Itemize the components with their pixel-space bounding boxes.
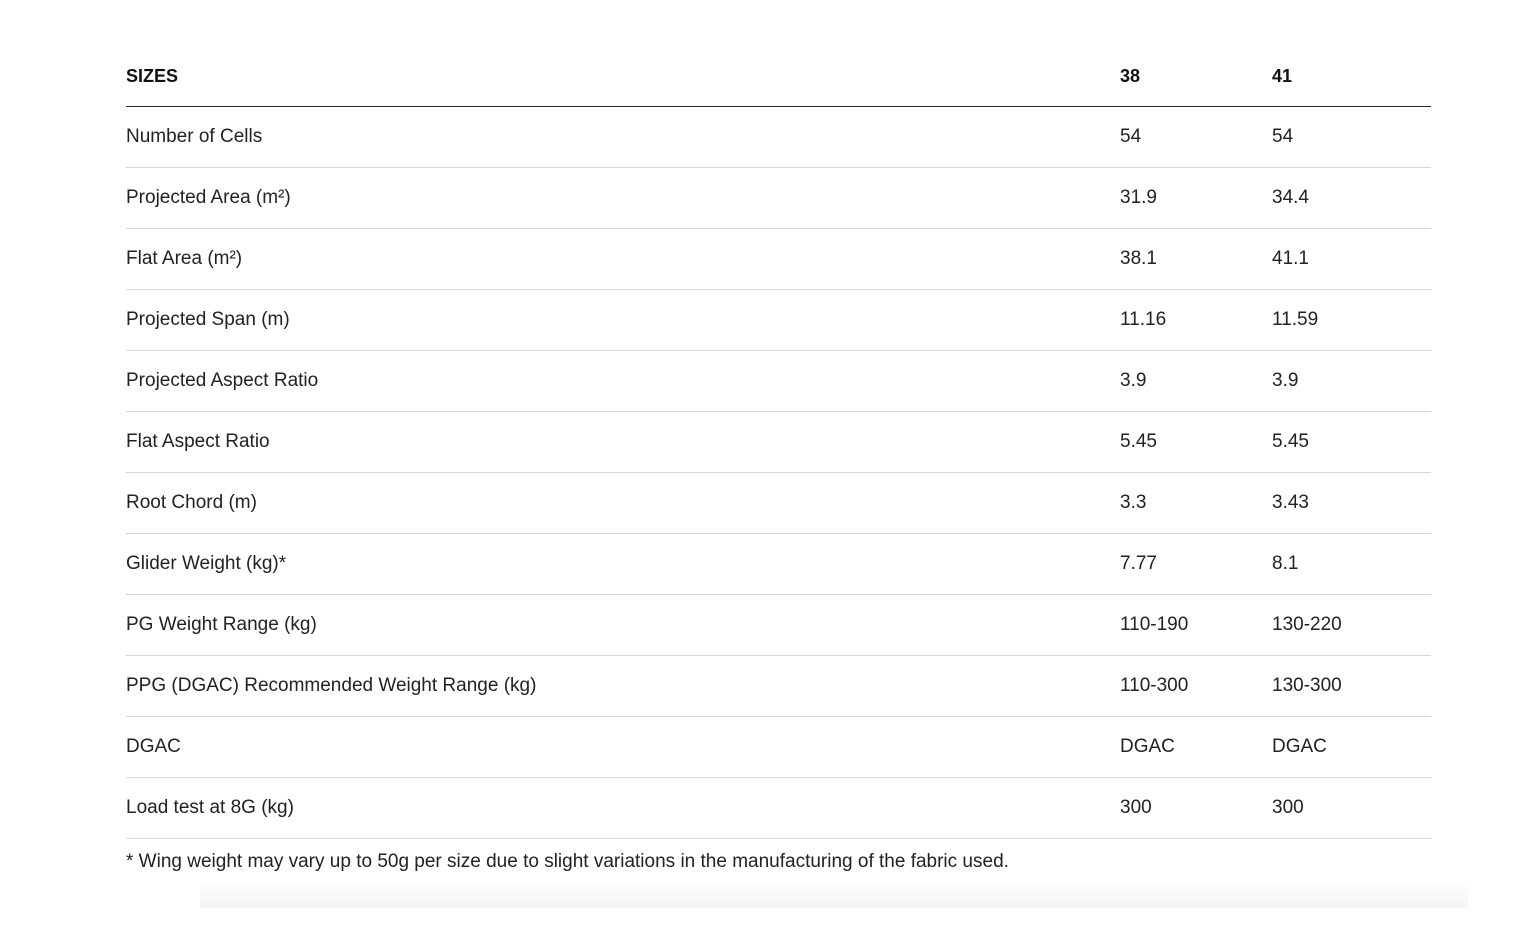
table-row — [126, 168, 1431, 229]
table-row — [126, 534, 1431, 595]
row-label: Root Chord (m) — [126, 473, 1120, 534]
table-row — [126, 473, 1431, 534]
size-41-value: 5.45 — [1272, 412, 1431, 473]
size-38-value: 7.77 — [1120, 534, 1272, 595]
size-41-value: 3.43 — [1272, 473, 1431, 534]
size-38-value: 3.3 — [1120, 473, 1272, 534]
size-38-value: 31.9 — [1120, 168, 1272, 229]
sizes-header: SIZES — [126, 47, 1120, 107]
header-row — [126, 47, 1431, 107]
row-label: Load test at 8G (kg) — [126, 778, 1120, 839]
table-row — [126, 717, 1431, 778]
table-row — [126, 412, 1431, 473]
size-38-value: 300 — [1120, 778, 1272, 839]
row-label: Projected Area (m²) — [126, 168, 1120, 229]
table-row — [126, 656, 1431, 717]
size-41-value: DGAC — [1272, 717, 1431, 778]
table-row — [126, 351, 1431, 412]
size-41-value: 300 — [1272, 778, 1431, 839]
size-38-value: 38.1 — [1120, 229, 1272, 290]
size-41-value: 130-220 — [1272, 595, 1431, 656]
size-38-value: 110-190 — [1120, 595, 1272, 656]
table-body — [126, 107, 1431, 839]
size-41-value: 34.4 — [1272, 168, 1431, 229]
row-label: PPG (DGAC) Recommended Weight Range (kg) — [126, 656, 1120, 717]
size-38-value: DGAC — [1120, 717, 1272, 778]
size-38-value: 110-300 — [1120, 656, 1272, 717]
size-41-header: 41 — [1272, 47, 1431, 107]
size-41-value: 3.9 — [1272, 351, 1431, 412]
size-41-value: 130-300 — [1272, 656, 1431, 717]
row-label: DGAC — [126, 717, 1120, 778]
table-row — [126, 595, 1431, 656]
size-41-value: 11.59 — [1272, 290, 1431, 351]
table-header — [126, 47, 1431, 107]
row-label: Projected Aspect Ratio — [126, 351, 1120, 412]
footnote: * Wing weight may vary up to 50g per size due to slight variations in the manufacturing of the fabric used. — [126, 851, 1009, 872]
size-38-value: 5.45 — [1120, 412, 1272, 473]
size-38-value: 54 — [1120, 107, 1272, 168]
size-38-value: 11.16 — [1120, 290, 1272, 351]
table-row — [126, 290, 1431, 351]
size-41-value: 41.1 — [1272, 229, 1431, 290]
row-label: Glider Weight (kg)* — [126, 534, 1120, 595]
size-41-value: 54 — [1272, 107, 1431, 168]
size-41-value: 8.1 — [1272, 534, 1431, 595]
table-row — [126, 107, 1431, 168]
specifications-table — [126, 47, 1431, 839]
size-38-value: 3.9 — [1120, 351, 1272, 412]
row-label: Flat Aspect Ratio — [126, 412, 1120, 473]
table-row — [126, 778, 1431, 839]
bottom-fade — [200, 880, 1468, 908]
row-label: Number of Cells — [126, 107, 1120, 168]
row-label: PG Weight Range (kg) — [126, 595, 1120, 656]
row-label: Projected Span (m) — [126, 290, 1120, 351]
row-label: Flat Area (m²) — [126, 229, 1120, 290]
table-row — [126, 229, 1431, 290]
size-38-header: 38 — [1120, 47, 1272, 107]
